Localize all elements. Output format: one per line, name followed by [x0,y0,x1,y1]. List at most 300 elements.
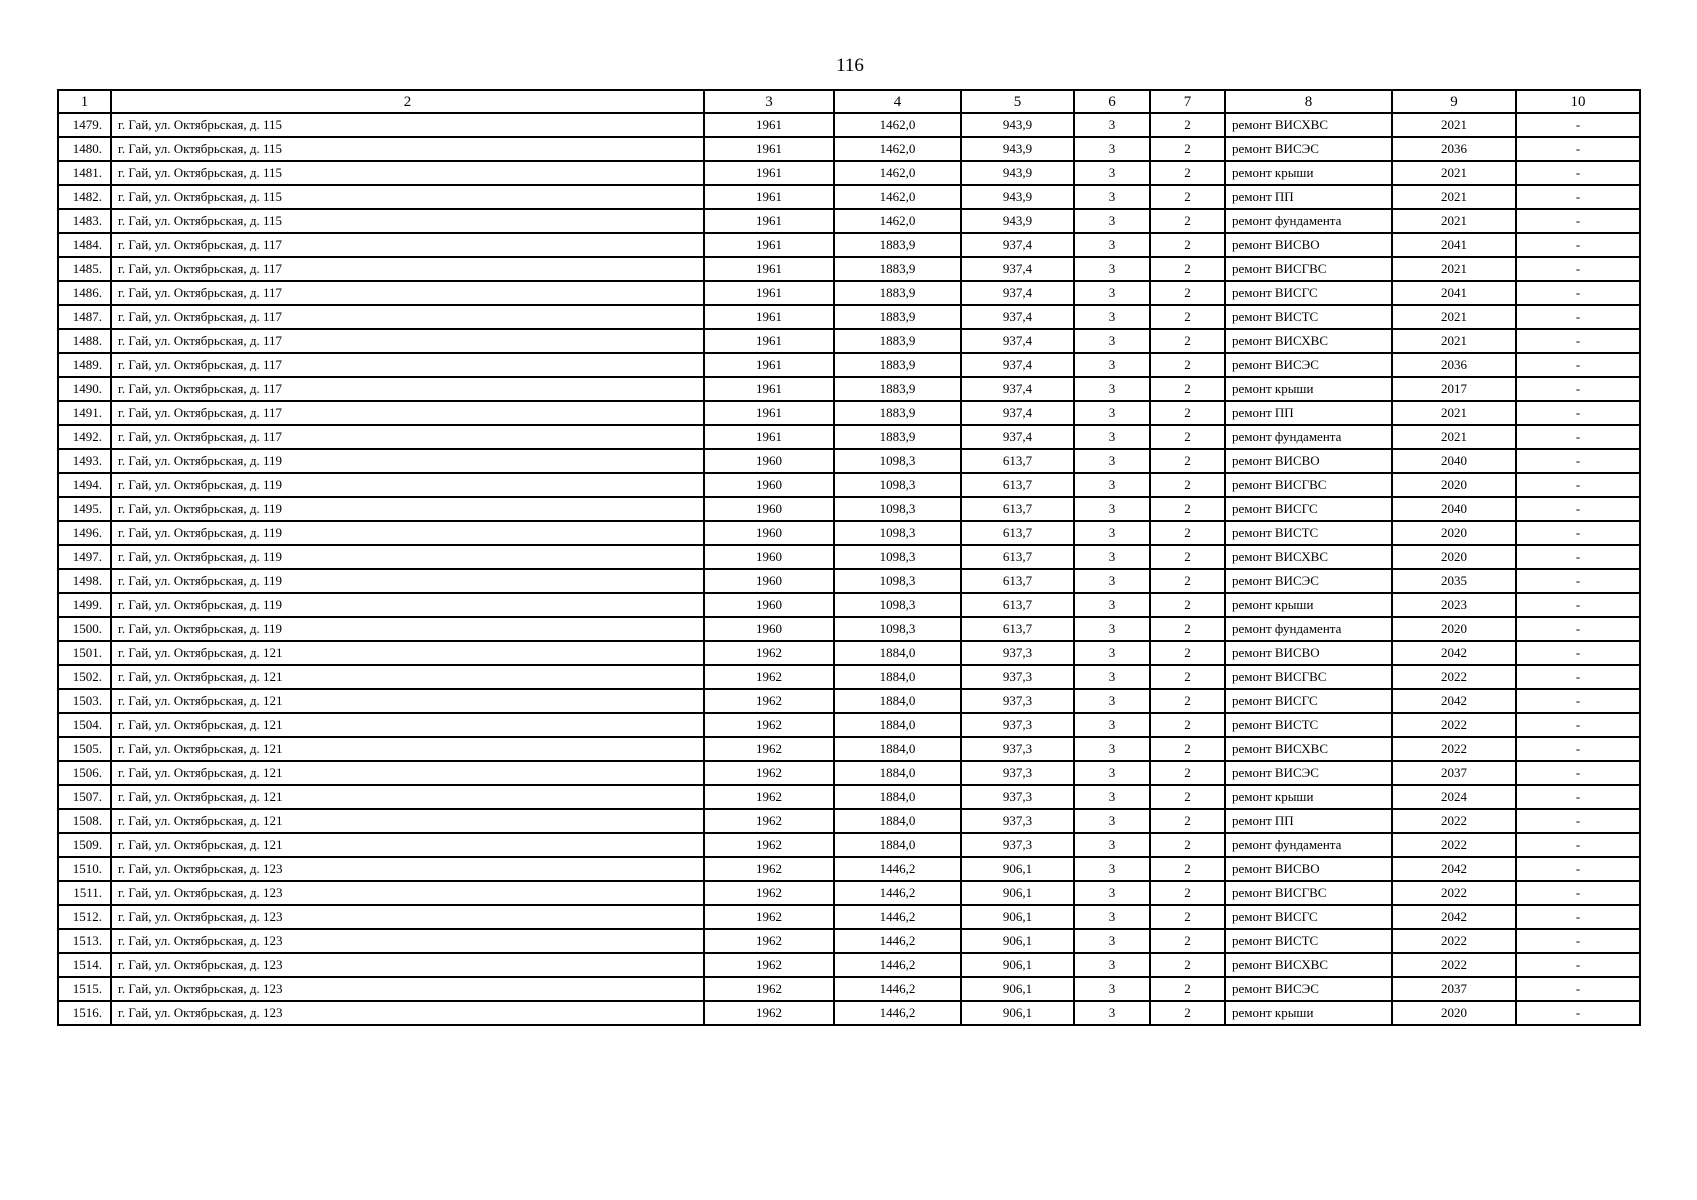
cell-note: - [1516,377,1640,401]
cell-work-type: ремонт ВИСТС [1225,713,1392,737]
cell-work-type: ремонт ВИСГС [1225,497,1392,521]
cell-year: 1962 [704,737,834,761]
cell-work-type: ремонт крыши [1225,593,1392,617]
cell-floors: 3 [1074,137,1150,161]
cell-living-area: 906,1 [961,1001,1074,1025]
cell-work-type: ремонт ВИСГС [1225,689,1392,713]
cell-work-type: ремонт ВИСГВС [1225,881,1392,905]
cell-work-type: ремонт ВИСХВС [1225,737,1392,761]
cell-work-type: ремонт ВИСЭС [1225,137,1392,161]
cell-planned-year: 2022 [1392,881,1516,905]
cell-note: - [1516,353,1640,377]
cell-entrances: 2 [1150,1001,1225,1025]
cell-year: 1962 [704,713,834,737]
cell-total-area: 1884,0 [834,809,961,833]
cell-entrances: 2 [1150,785,1225,809]
cell-total-area: 1884,0 [834,761,961,785]
cell-planned-year: 2042 [1392,905,1516,929]
cell-total-area: 1883,9 [834,401,961,425]
cell-planned-year: 2020 [1392,545,1516,569]
cell-note: - [1516,905,1640,929]
table-row [58,185,1640,209]
cell-living-area: 613,7 [961,617,1074,641]
cell-floors: 3 [1074,353,1150,377]
cell-total-area: 1883,9 [834,425,961,449]
cell-entrances: 2 [1150,497,1225,521]
cell-total-area: 1884,0 [834,737,961,761]
cell-note: - [1516,137,1640,161]
cell-address: г. Гай, ул. Октябрьская, д. 121 [111,761,704,785]
cell-floors: 3 [1074,305,1150,329]
cell-note: - [1516,449,1640,473]
cell-floors: 3 [1074,713,1150,737]
cell-address: г. Гай, ул. Октябрьская, д. 117 [111,425,704,449]
cell-row-number: 1506. [58,761,111,785]
cell-year: 1960 [704,569,834,593]
cell-living-area: 937,4 [961,425,1074,449]
cell-note: - [1516,497,1640,521]
cell-row-number: 1486. [58,281,111,305]
cell-planned-year: 2037 [1392,977,1516,1001]
cell-living-area: 613,7 [961,593,1074,617]
cell-floors: 3 [1074,665,1150,689]
cell-note: - [1516,185,1640,209]
cell-work-type: ремонт ВИСЭС [1225,353,1392,377]
cell-year: 1961 [704,425,834,449]
column-header-2: 2 [111,90,704,113]
cell-entrances: 2 [1150,689,1225,713]
cell-work-type: ремонт ПП [1225,401,1392,425]
cell-note: - [1516,305,1640,329]
cell-total-area: 1098,3 [834,521,961,545]
cell-floors: 3 [1074,545,1150,569]
cell-total-area: 1884,0 [834,641,961,665]
cell-floors: 3 [1074,593,1150,617]
cell-living-area: 937,3 [961,641,1074,665]
cell-planned-year: 2021 [1392,329,1516,353]
cell-note: - [1516,161,1640,185]
cell-work-type: ремонт ВИСВО [1225,641,1392,665]
cell-planned-year: 2037 [1392,761,1516,785]
column-header-9: 9 [1392,90,1516,113]
cell-note: - [1516,257,1640,281]
cell-total-area: 1884,0 [834,689,961,713]
cell-entrances: 2 [1150,641,1225,665]
cell-work-type: ремонт ВИСХВС [1225,545,1392,569]
cell-note: - [1516,761,1640,785]
cell-year: 1960 [704,497,834,521]
cell-row-number: 1493. [58,449,111,473]
cell-row-number: 1515. [58,977,111,1001]
cell-living-area: 943,9 [961,209,1074,233]
table-row [58,209,1640,233]
cell-total-area: 1098,3 [834,569,961,593]
column-header-8: 8 [1225,90,1392,113]
cell-entrances: 2 [1150,257,1225,281]
cell-year: 1962 [704,881,834,905]
table-row [58,689,1640,713]
cell-entrances: 2 [1150,233,1225,257]
cell-total-area: 1883,9 [834,233,961,257]
cell-note: - [1516,857,1640,881]
cell-row-number: 1514. [58,953,111,977]
cell-total-area: 1446,2 [834,953,961,977]
cell-year: 1962 [704,665,834,689]
cell-row-number: 1513. [58,929,111,953]
cell-planned-year: 2042 [1392,689,1516,713]
cell-row-number: 1492. [58,425,111,449]
cell-address: г. Гай, ул. Октябрьская, д. 115 [111,113,704,137]
cell-living-area: 937,4 [961,281,1074,305]
cell-address: г. Гай, ул. Октябрьская, д. 119 [111,449,704,473]
cell-work-type: ремонт фундамента [1225,425,1392,449]
cell-living-area: 937,4 [961,257,1074,281]
cell-total-area: 1883,9 [834,377,961,401]
cell-row-number: 1490. [58,377,111,401]
cell-planned-year: 2021 [1392,209,1516,233]
cell-planned-year: 2022 [1392,737,1516,761]
cell-total-area: 1883,9 [834,257,961,281]
cell-living-area: 937,4 [961,329,1074,353]
cell-planned-year: 2020 [1392,617,1516,641]
cell-planned-year: 2041 [1392,281,1516,305]
cell-planned-year: 2020 [1392,521,1516,545]
table-body [58,113,1640,1025]
cell-planned-year: 2024 [1392,785,1516,809]
cell-entrances: 2 [1150,545,1225,569]
cell-total-area: 1098,3 [834,617,961,641]
cell-row-number: 1500. [58,617,111,641]
cell-work-type: ремонт ВИСХВС [1225,953,1392,977]
cell-entrances: 2 [1150,929,1225,953]
cell-floors: 3 [1074,833,1150,857]
cell-note: - [1516,281,1640,305]
cell-total-area: 1462,0 [834,113,961,137]
table-row [58,881,1640,905]
register-table [57,89,1641,1026]
cell-year: 1962 [704,785,834,809]
cell-entrances: 2 [1150,809,1225,833]
cell-year: 1960 [704,545,834,569]
cell-row-number: 1502. [58,665,111,689]
cell-floors: 3 [1074,425,1150,449]
cell-row-number: 1479. [58,113,111,137]
table-row [58,977,1640,1001]
cell-floors: 3 [1074,977,1150,1001]
cell-work-type: ремонт ВИСГВС [1225,665,1392,689]
cell-row-number: 1489. [58,353,111,377]
cell-note: - [1516,1001,1640,1025]
table-row [58,257,1640,281]
cell-work-type: ремонт ВИСЭС [1225,761,1392,785]
cell-address: г. Гай, ул. Октябрьская, д. 121 [111,665,704,689]
cell-note: - [1516,617,1640,641]
cell-work-type: ремонт ПП [1225,809,1392,833]
cell-address: г. Гай, ул. Октябрьская, д. 115 [111,137,704,161]
cell-work-type: ремонт крыши [1225,1001,1392,1025]
cell-total-area: 1446,2 [834,977,961,1001]
cell-total-area: 1446,2 [834,1001,961,1025]
cell-entrances: 2 [1150,425,1225,449]
cell-address: г. Гай, ул. Октябрьская, д. 119 [111,497,704,521]
cell-note: - [1516,593,1640,617]
cell-address: г. Гай, ул. Октябрьская, д. 121 [111,833,704,857]
cell-work-type: ремонт ВИСВО [1225,233,1392,257]
cell-floors: 3 [1074,953,1150,977]
cell-living-area: 937,3 [961,689,1074,713]
table-row [58,593,1640,617]
cell-floors: 3 [1074,641,1150,665]
cell-planned-year: 2040 [1392,497,1516,521]
cell-living-area: 613,7 [961,545,1074,569]
cell-living-area: 906,1 [961,881,1074,905]
cell-living-area: 937,4 [961,353,1074,377]
cell-work-type: ремонт ПП [1225,185,1392,209]
cell-row-number: 1494. [58,473,111,497]
cell-total-area: 1884,0 [834,833,961,857]
table-row [58,641,1640,665]
cell-note: - [1516,929,1640,953]
cell-year: 1961 [704,377,834,401]
cell-living-area: 906,1 [961,929,1074,953]
cell-planned-year: 2041 [1392,233,1516,257]
cell-total-area: 1446,2 [834,929,961,953]
cell-year: 1960 [704,449,834,473]
cell-entrances: 2 [1150,665,1225,689]
cell-work-type: ремонт крыши [1225,377,1392,401]
cell-floors: 3 [1074,521,1150,545]
cell-total-area: 1883,9 [834,353,961,377]
cell-year: 1962 [704,1001,834,1025]
cell-entrances: 2 [1150,377,1225,401]
cell-address: г. Гай, ул. Октябрьская, д. 123 [111,1001,704,1025]
cell-floors: 3 [1074,737,1150,761]
cell-year: 1961 [704,209,834,233]
cell-year: 1961 [704,353,834,377]
cell-living-area: 937,3 [961,737,1074,761]
cell-living-area: 937,3 [961,665,1074,689]
cell-address: г. Гай, ул. Октябрьская, д. 119 [111,593,704,617]
cell-floors: 3 [1074,209,1150,233]
cell-note: - [1516,737,1640,761]
cell-note: - [1516,833,1640,857]
cell-work-type: ремонт фундамента [1225,209,1392,233]
cell-entrances: 2 [1150,401,1225,425]
cell-year: 1962 [704,809,834,833]
cell-entrances: 2 [1150,569,1225,593]
table-row [58,1001,1640,1025]
cell-floors: 3 [1074,497,1150,521]
cell-work-type: ремонт ВИСЭС [1225,569,1392,593]
cell-note: - [1516,785,1640,809]
cell-address: г. Гай, ул. Октябрьская, д. 121 [111,713,704,737]
cell-entrances: 2 [1150,953,1225,977]
cell-entrances: 2 [1150,617,1225,641]
cell-address: г. Гай, ул. Октябрьская, д. 123 [111,881,704,905]
cell-note: - [1516,209,1640,233]
cell-work-type: ремонт ВИСВО [1225,449,1392,473]
table-row [58,761,1640,785]
cell-year: 1961 [704,161,834,185]
cell-planned-year: 2021 [1392,425,1516,449]
cell-row-number: 1480. [58,137,111,161]
cell-year: 1961 [704,113,834,137]
cell-note: - [1516,401,1640,425]
table-row [58,425,1640,449]
table-row [58,953,1640,977]
cell-year: 1961 [704,137,834,161]
cell-address: г. Гай, ул. Октябрьская, д. 121 [111,809,704,833]
cell-work-type: ремонт ВИСХВС [1225,329,1392,353]
cell-planned-year: 2020 [1392,1001,1516,1025]
cell-year: 1960 [704,617,834,641]
cell-note: - [1516,665,1640,689]
page-number: 116 [836,55,864,76]
cell-row-number: 1488. [58,329,111,353]
cell-address: г. Гай, ул. Октябрьская, д. 115 [111,185,704,209]
cell-year: 1962 [704,761,834,785]
cell-total-area: 1884,0 [834,713,961,737]
cell-floors: 3 [1074,377,1150,401]
cell-total-area: 1446,2 [834,857,961,881]
column-header-7: 7 [1150,90,1225,113]
table-row [58,233,1640,257]
cell-address: г. Гай, ул. Октябрьская, д. 115 [111,209,704,233]
cell-work-type: ремонт крыши [1225,785,1392,809]
cell-note: - [1516,689,1640,713]
cell-row-number: 1504. [58,713,111,737]
cell-planned-year: 2021 [1392,185,1516,209]
cell-address: г. Гай, ул. Октябрьская, д. 117 [111,281,704,305]
cell-row-number: 1481. [58,161,111,185]
cell-year: 1962 [704,833,834,857]
table-row [58,161,1640,185]
cell-living-area: 613,7 [961,473,1074,497]
cell-row-number: 1498. [58,569,111,593]
cell-year: 1961 [704,305,834,329]
cell-address: г. Гай, ул. Октябрьская, д. 119 [111,569,704,593]
cell-planned-year: 2021 [1392,401,1516,425]
cell-address: г. Гай, ул. Октябрьская, д. 119 [111,473,704,497]
cell-entrances: 2 [1150,857,1225,881]
cell-planned-year: 2022 [1392,713,1516,737]
cell-work-type: ремонт фундамента [1225,833,1392,857]
cell-total-area: 1446,2 [834,881,961,905]
cell-floors: 3 [1074,281,1150,305]
cell-note: - [1516,233,1640,257]
cell-floors: 3 [1074,161,1150,185]
cell-total-area: 1098,3 [834,449,961,473]
cell-work-type: ремонт ВИСГС [1225,905,1392,929]
cell-living-area: 906,1 [961,905,1074,929]
table-row [58,473,1640,497]
column-header-5: 5 [961,90,1074,113]
cell-address: г. Гай, ул. Октябрьская, д. 121 [111,737,704,761]
cell-entrances: 2 [1150,305,1225,329]
cell-planned-year: 2035 [1392,569,1516,593]
cell-planned-year: 2021 [1392,113,1516,137]
table-row [58,545,1640,569]
cell-note: - [1516,881,1640,905]
cell-floors: 3 [1074,185,1150,209]
cell-planned-year: 2017 [1392,377,1516,401]
cell-living-area: 613,7 [961,449,1074,473]
column-header-1: 1 [58,90,111,113]
cell-entrances: 2 [1150,905,1225,929]
cell-total-area: 1446,2 [834,905,961,929]
table-row [58,401,1640,425]
cell-address: г. Гай, ул. Октябрьская, д. 123 [111,905,704,929]
table-row [58,929,1640,953]
cell-planned-year: 2021 [1392,257,1516,281]
cell-planned-year: 2036 [1392,137,1516,161]
header-row [58,90,1640,113]
cell-living-area: 613,7 [961,569,1074,593]
cell-row-number: 1507. [58,785,111,809]
cell-entrances: 2 [1150,137,1225,161]
cell-total-area: 1884,0 [834,665,961,689]
cell-entrances: 2 [1150,737,1225,761]
cell-work-type: ремонт ВИСГВС [1225,473,1392,497]
cell-entrances: 2 [1150,209,1225,233]
cell-planned-year: 2042 [1392,857,1516,881]
cell-address: г. Гай, ул. Октябрьская, д. 117 [111,353,704,377]
cell-planned-year: 2020 [1392,473,1516,497]
cell-address: г. Гай, ул. Октябрьская, д. 121 [111,641,704,665]
table-row [58,905,1640,929]
cell-note: - [1516,713,1640,737]
cell-living-area: 906,1 [961,977,1074,1001]
column-header-6: 6 [1074,90,1150,113]
cell-note: - [1516,473,1640,497]
cell-year: 1962 [704,641,834,665]
cell-row-number: 1512. [58,905,111,929]
cell-year: 1961 [704,329,834,353]
cell-planned-year: 2021 [1392,305,1516,329]
cell-living-area: 613,7 [961,521,1074,545]
cell-row-number: 1487. [58,305,111,329]
table-row [58,857,1640,881]
cell-note: - [1516,809,1640,833]
cell-note: - [1516,521,1640,545]
cell-work-type: ремонт ВИСГВС [1225,257,1392,281]
table-row [58,449,1640,473]
cell-row-number: 1485. [58,257,111,281]
cell-address: г. Гай, ул. Октябрьская, д. 117 [111,233,704,257]
cell-address: г. Гай, ул. Октябрьская, д. 115 [111,161,704,185]
cell-entrances: 2 [1150,881,1225,905]
cell-entrances: 2 [1150,761,1225,785]
cell-work-type: ремонт ВИСЭС [1225,977,1392,1001]
cell-total-area: 1462,0 [834,137,961,161]
cell-address: г. Гай, ул. Октябрьская, д. 123 [111,857,704,881]
cell-year: 1961 [704,401,834,425]
table-row [58,497,1640,521]
cell-year: 1960 [704,593,834,617]
cell-living-area: 943,9 [961,137,1074,161]
cell-work-type: ремонт ВИСТС [1225,305,1392,329]
cell-total-area: 1098,3 [834,545,961,569]
cell-row-number: 1511. [58,881,111,905]
cell-planned-year: 2022 [1392,833,1516,857]
cell-floors: 3 [1074,761,1150,785]
cell-living-area: 937,4 [961,401,1074,425]
cell-year: 1962 [704,929,834,953]
cell-total-area: 1098,3 [834,497,961,521]
cell-year: 1961 [704,281,834,305]
cell-living-area: 906,1 [961,857,1074,881]
table-row [58,785,1640,809]
